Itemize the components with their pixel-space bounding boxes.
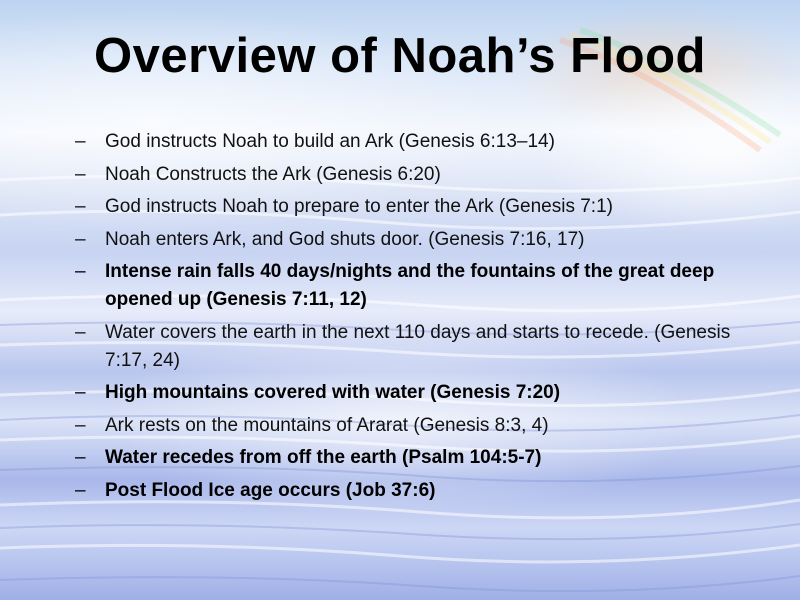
bullet-text: Water covers the earth in the next 110 days and starts to recede. (Genesis 7:17, 24) bbox=[105, 321, 731, 371]
bullet-item bbox=[75, 193, 775, 221]
bullet-dash-icon: – bbox=[75, 228, 86, 250]
bullet-text: God instructs Noah to prepare to enter the Ark (Genesis 7:1) bbox=[105, 196, 613, 217]
bullet-dash-icon: – bbox=[75, 131, 86, 152]
slide-title: Overview of Noah’s Flood bbox=[94, 29, 706, 83]
bullet-text: Ark rests on the mountains of Ararat (Genesis 8:3, 4) bbox=[105, 414, 549, 436]
bullet-item bbox=[75, 258, 775, 314]
bullet-dash-icon: – bbox=[75, 261, 86, 282]
bullet-dash-icon: – bbox=[75, 447, 86, 468]
bullet-item bbox=[75, 444, 775, 472]
bullet-dash-icon: – bbox=[75, 479, 86, 501]
bullet-text: Water recedes from off the earth (Psalm 104:5-7) bbox=[105, 447, 542, 468]
bullet-text: Intense rain falls 40 days/nights and the fountains of the great deep opened up (Genesis 7:11, 12) bbox=[105, 261, 715, 310]
bullet-dash-icon: – bbox=[75, 163, 86, 185]
bullet-text: Noah enters Ark, and God shuts door. (Genesis 7:16, 17) bbox=[105, 228, 585, 250]
bullet-text: Noah Constructs the Ark (Genesis 6:20) bbox=[105, 163, 441, 185]
bullet-item bbox=[75, 379, 775, 407]
bullet-item bbox=[75, 161, 775, 189]
bullet-item bbox=[75, 226, 775, 254]
bullet-dash-icon: – bbox=[75, 414, 86, 436]
bullet-text: High mountains covered with water (Genesis 7:20) bbox=[105, 382, 561, 403]
bullet-item bbox=[75, 412, 775, 440]
bullet-dash-icon: – bbox=[75, 382, 86, 403]
bullet-item bbox=[75, 128, 775, 156]
bullet-text: God instructs Noah to build an Ark (Genesis 6:13–14) bbox=[105, 131, 555, 152]
bullet-dash-icon: – bbox=[75, 196, 86, 217]
bullet-text: Post Flood Ice age occurs (Job 37:6) bbox=[105, 479, 436, 501]
bullet-item bbox=[75, 319, 775, 375]
bullet-item bbox=[75, 477, 775, 505]
bullet-list bbox=[75, 128, 775, 509]
bullet-dash-icon: – bbox=[75, 321, 86, 343]
